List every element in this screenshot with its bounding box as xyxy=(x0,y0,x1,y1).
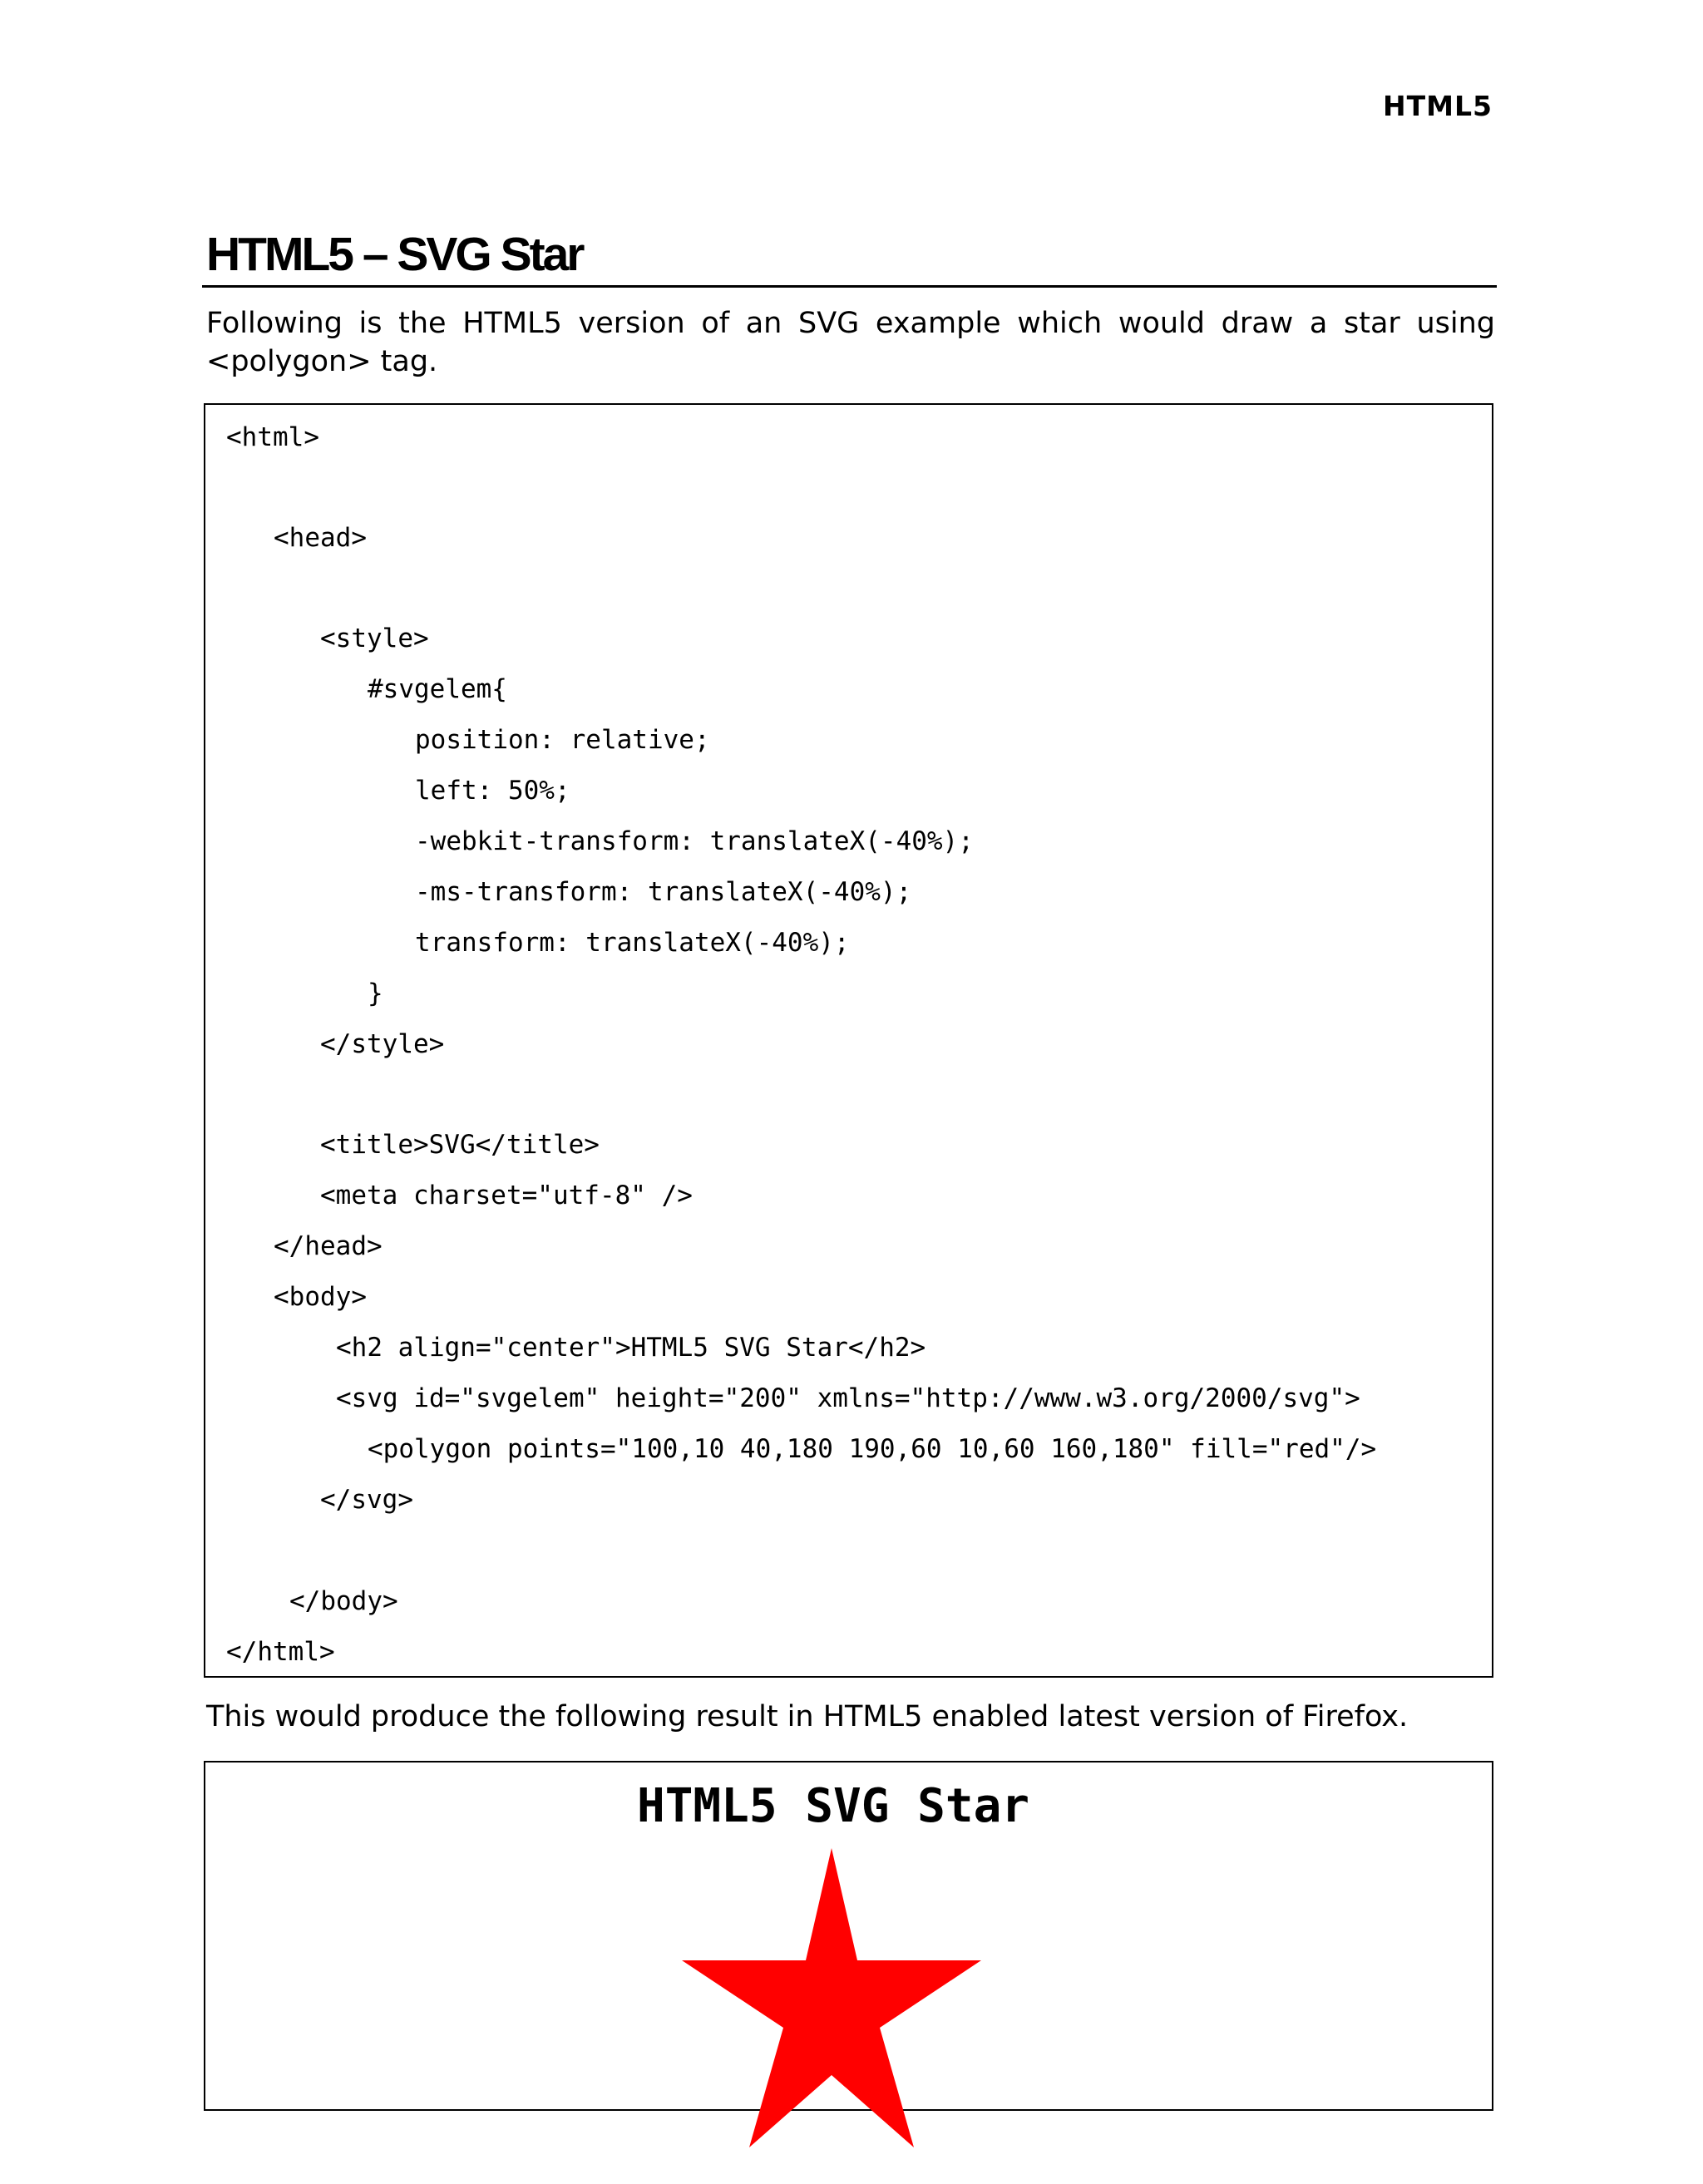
code-line: <meta charset="utf-8" /> xyxy=(320,1181,693,1210)
code-line: <html> xyxy=(226,422,319,452)
code-line: } xyxy=(368,979,383,1008)
code-line: -webkit-transform: translateX(-40%); xyxy=(415,826,974,856)
code-line: </head> xyxy=(274,1231,383,1261)
red-star-icon xyxy=(682,1848,981,2147)
code-line: -ms-transform: translateX(-40%); xyxy=(415,877,912,907)
code-line: <body> xyxy=(274,1282,367,1312)
result-description: This would produce the following result in HTML5 enabled latest version of Firefox. xyxy=(206,1700,1409,1733)
code-line: #svgelem{ xyxy=(368,674,507,704)
code-line: </body> xyxy=(289,1586,398,1616)
code-line: </style> xyxy=(320,1029,445,1059)
code-line: </html> xyxy=(226,1637,335,1667)
code-line: position: relative; xyxy=(415,725,710,755)
code-line: left: 50%; xyxy=(415,776,570,806)
red-star-polygon xyxy=(682,1848,981,2147)
code-line: <title>SVG</title> xyxy=(320,1130,600,1160)
code-line: <h2 align="center">HTML5 SVG Star</h2> xyxy=(336,1333,926,1363)
code-line: </svg> xyxy=(320,1485,413,1515)
section-title: HTML5 – SVG Star xyxy=(206,228,583,281)
code-line: <polygon points="100,10 40,180 190,60 10,60 160,180" fill="red"/> xyxy=(368,1434,1377,1464)
title-rule xyxy=(202,285,1497,288)
output-heading: HTML5 SVG Star xyxy=(636,1779,1029,1833)
intro-paragraph: Following is the HTML5 version of an SVG example which would draw a star using <polygon> tag. xyxy=(206,307,1495,378)
code-line: <svg id="svgelem" height="200" xmlns="http://www.w3.org/2000/svg"> xyxy=(336,1383,1360,1413)
running-header: HTML5 xyxy=(1383,90,1493,122)
code-line: transform: translateX(-40%); xyxy=(415,928,850,958)
code-line: <style> xyxy=(320,624,429,653)
code-line: <head> xyxy=(274,523,367,553)
